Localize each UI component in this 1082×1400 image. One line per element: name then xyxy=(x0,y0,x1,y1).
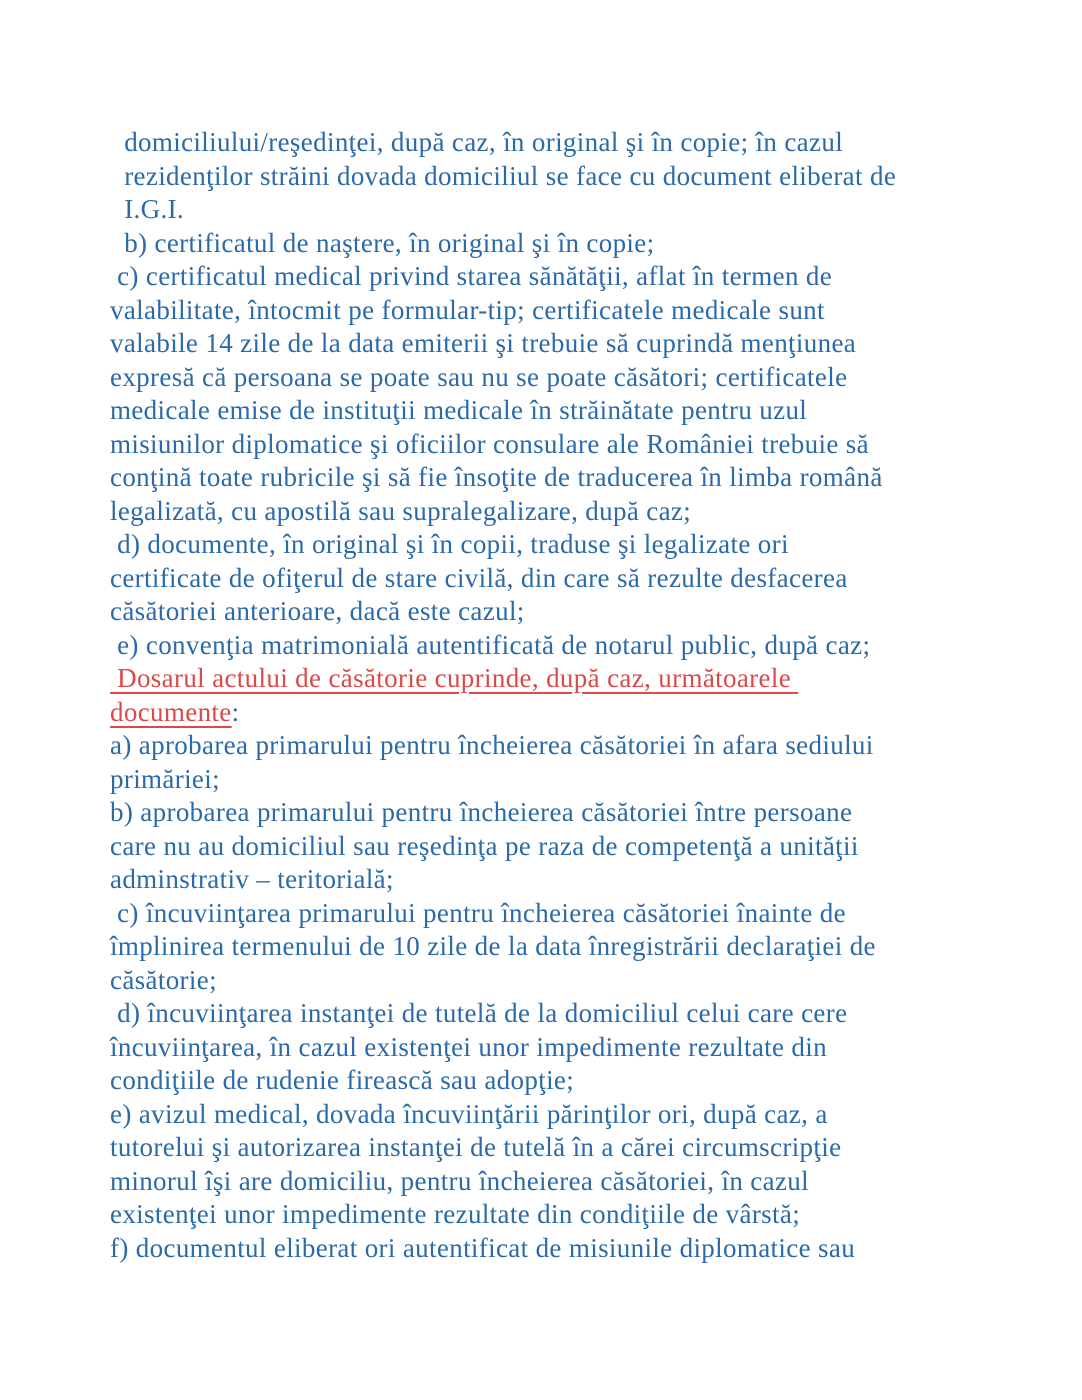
text-segment: conţină toate rubricile şi să fie însoţite de traducerea în limba română xyxy=(110,462,883,492)
text-line xyxy=(110,495,1050,529)
highlighted-text-segment: documente xyxy=(110,696,232,727)
text-line xyxy=(110,696,1050,730)
text-segment: căsătorie; xyxy=(110,964,217,995)
text-line xyxy=(110,997,1050,1031)
text-line xyxy=(110,227,1050,261)
text-line xyxy=(110,964,1050,998)
text-segment: primăriei; xyxy=(110,763,220,794)
text-line xyxy=(110,327,1050,361)
highlighted-text-segment: Dosarul actului de căsătorie cuprinde, după caz, următoarele xyxy=(110,663,799,693)
text-line xyxy=(110,294,1050,328)
text-segment: e) convenţia matrimonială autentificată de notarul public, după caz; xyxy=(110,629,871,660)
text-line xyxy=(110,1131,1050,1165)
text-segment: tutorelui şi autorizarea instanţei de tutelă în a cărei circumscripţie xyxy=(110,1132,842,1162)
text-segment: rezidenţilor străini dovada domiciliul se face cu document eliberat de xyxy=(110,160,897,191)
text-line xyxy=(110,1031,1050,1065)
text-segment: certificate de ofiţerul de stare civilă, din care să rezulte desfacerea xyxy=(110,562,848,593)
text-line xyxy=(110,897,1050,931)
text-segment: b) aprobarea primarului pentru încheierea căsătoriei între persoane xyxy=(110,797,853,827)
text-line xyxy=(110,193,1050,227)
text-line xyxy=(110,1165,1050,1199)
text-line xyxy=(110,729,1050,763)
text-segment: încuviinţarea, în cazul existenţei unor impedimente rezultate din xyxy=(110,1031,827,1062)
text-segment: care nu au domiciliul sau reşedinţa pe raza de competenţă a unităţii xyxy=(110,830,859,861)
text-segment: d) încuviinţarea instanţei de tutelă de la domiciliul celui care cere xyxy=(110,998,848,1028)
text-segment: a) aprobarea primarului pentru încheierea căsătoriei în afara sediului xyxy=(110,730,874,760)
text-segment: f) documentul eliberat ori autentificat de misiunile diplomatice sau xyxy=(110,1232,856,1263)
text-segment: valabilitate, întocmit pe formular-tip; certificatele medicale sunt xyxy=(110,294,825,325)
text-segment: medicale emise de instituţii medicale în străinătate pentru uzul xyxy=(110,395,808,425)
text-line xyxy=(110,1098,1050,1132)
text-segment: minorul îşi are domiciliu, pentru încheierea căsătoriei, în cazul xyxy=(110,1165,809,1196)
text-segment: domiciliului/reşedinţei, după caz, în original şi în copie; în cazul xyxy=(110,127,844,157)
text-segment: d) documente, în original şi în copii, traduse şi legalizate ori xyxy=(110,529,789,559)
text-segment: legalizată, cu apostilă sau supralegalizare, după caz; xyxy=(110,495,692,526)
text-line xyxy=(110,930,1050,964)
text-line xyxy=(110,528,1050,562)
text-segment: c) încuviinţarea primarului pentru încheierea căsătoriei înainte de xyxy=(110,897,846,928)
text-segment: I.G.I. xyxy=(110,194,185,224)
text-line xyxy=(110,1198,1050,1232)
text-line xyxy=(110,763,1050,797)
text-segment: c) certificatul medical privind starea sănătăţii, aflat în termen de xyxy=(110,261,833,291)
text-segment: : xyxy=(231,696,240,727)
text-segment: e) avizul medical, dovada încuviinţării părinţilor ori, după caz, a xyxy=(110,1098,828,1129)
text-line xyxy=(110,830,1050,864)
text-line xyxy=(110,160,1050,194)
text-line xyxy=(110,461,1050,495)
text-segment: condiţiile de rudenie firească sau adopţie; xyxy=(110,1065,575,1095)
text-segment: valabile 14 zile de la data emiterii şi trebuie să cuprindă menţiunea xyxy=(110,328,857,358)
text-line xyxy=(110,562,1050,596)
text-segment: căsătoriei anterioare, dacă este cazul; xyxy=(110,596,525,626)
text-line xyxy=(110,1232,1050,1266)
text-segment: expresă că persoana se poate sau nu se poate căsători; certificatele xyxy=(110,361,848,392)
text-line xyxy=(110,394,1050,428)
text-line xyxy=(110,126,1050,160)
text-line xyxy=(110,863,1050,897)
text-line xyxy=(110,662,1050,696)
text-segment: b) certificatul de naştere, în original şi în copie; xyxy=(110,227,655,258)
text-line xyxy=(110,796,1050,830)
text-line xyxy=(110,361,1050,395)
text-line xyxy=(110,260,1050,294)
text-line xyxy=(110,428,1050,462)
text-line xyxy=(110,629,1050,663)
text-segment: împlinirea termenului de 10 zile de la data înregistrării declaraţiei de xyxy=(110,931,876,961)
text-segment: existenţei unor impedimente rezultate din condiţiile de vârstă; xyxy=(110,1199,801,1229)
text-segment: adminstrativ – teritorială; xyxy=(110,864,394,894)
document-text-block xyxy=(110,126,1050,1265)
text-line xyxy=(110,595,1050,629)
text-segment: misiunilor diplomatice şi oficiilor consulare ale României trebuie să xyxy=(110,428,869,459)
text-line xyxy=(110,1064,1050,1098)
